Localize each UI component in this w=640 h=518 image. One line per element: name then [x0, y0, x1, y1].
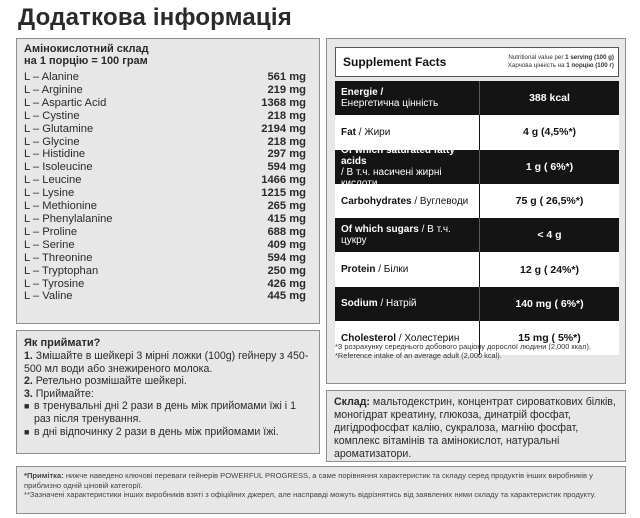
- facts-title: Supplement Facts: [343, 55, 447, 69]
- amino-value: 415 mg: [267, 212, 306, 225]
- facts-label: Cholesterol / Холестерин: [335, 321, 479, 355]
- facts-table: [335, 81, 619, 355]
- amino-name: L – Valine: [24, 290, 73, 303]
- footnote-2: **Зазначені характеристики інших виробників взяті з офіційних джерел, але насправді можуть відрізнятись від заявлених ними складу та характеристик продукту.: [24, 490, 596, 500]
- composition-panel: [326, 390, 626, 462]
- amino-name: L – Alanine: [24, 71, 79, 83]
- supplement-facts-panel: [326, 38, 626, 384]
- amino-row: [24, 239, 312, 252]
- amino-value: 250 mg: [267, 264, 306, 277]
- facts-label: Fat / Жири: [335, 115, 479, 149]
- amino-row: [24, 161, 312, 174]
- amino-row: [24, 148, 312, 161]
- page-title: Додаткова інформація: [18, 4, 292, 31]
- amino-value: 1466 mg: [261, 174, 306, 187]
- amino-value: 265 mg: [267, 200, 306, 213]
- amino-row: [24, 278, 312, 291]
- amino-name: L – Serine: [24, 238, 75, 251]
- amino-row: [24, 200, 312, 213]
- facts-value: < 4 g: [479, 218, 619, 252]
- facts-value: 12 g ( 24%*): [479, 252, 619, 286]
- amino-value: 594 mg: [267, 251, 306, 264]
- facts-row: [335, 144, 619, 184]
- amino-list: [24, 71, 312, 303]
- amino-value: 1215 mg: [261, 187, 306, 200]
- amino-acid-panel: [16, 38, 320, 324]
- amino-value: 218 mg: [267, 135, 306, 148]
- usage-step-2: 2. Ретельно розмішайте шейкері.: [24, 375, 187, 388]
- amino-name: L – Glutamine: [24, 122, 94, 135]
- amino-value: 2194 mg: [261, 122, 306, 135]
- facts-serving: Nutritional value per 1 serving (100 g) Харчова цінність на 1 порцію (100 г): [507, 54, 614, 69]
- amino-name: L – Arginine: [24, 83, 83, 96]
- amino-name: L – Histidine: [24, 148, 86, 161]
- amino-row: [24, 252, 312, 265]
- facts-label: Of which saturated fatty acids / В т.ч. насичені жирні: [335, 150, 479, 184]
- amino-name: L – Lysine: [24, 187, 75, 200]
- amino-value: 688 mg: [267, 225, 306, 238]
- facts-value: 75 g ( 26,5%*): [479, 184, 619, 218]
- facts-label: Protein / Білки: [335, 252, 479, 286]
- amino-name: L – Methionine: [24, 200, 97, 213]
- amino-name: L – Leucine: [24, 174, 82, 187]
- amino-value: 426 mg: [267, 277, 306, 290]
- amino-name: L – Tyrosine: [24, 277, 85, 290]
- footnote-panel: [16, 466, 626, 514]
- facts-row: [335, 252, 619, 286]
- amino-value: 445 mg: [267, 290, 306, 303]
- amino-row: [24, 84, 312, 97]
- facts-value: 4 g (4,5%*): [479, 115, 619, 149]
- amino-value: 561 mg: [267, 71, 306, 83]
- facts-row: [335, 218, 619, 252]
- facts-label: Of which sugars / В т.ч. цукру: [335, 218, 479, 252]
- facts-label: Sodium / Натрій: [335, 287, 479, 321]
- amino-name: L – Tryptophan: [24, 264, 99, 277]
- amino-row: [24, 110, 312, 123]
- amino-name: L – Isoleucine: [24, 161, 93, 174]
- amino-name: L – Glycine: [24, 135, 80, 148]
- amino-row: [24, 136, 312, 149]
- usage-panel: [16, 330, 320, 454]
- amino-name: L – Proline: [24, 225, 78, 238]
- amino-value: 1368 mg: [261, 96, 306, 109]
- usage-bullet-2: ■ в дні відпочинку 2 рази в день між прийомами їжі.: [24, 425, 279, 438]
- composition-text: мальтодекстрин, концентрат сироваткових білків, моногідрат креатину, глюкоза, динатрій фосфат, дигідрофосфат калію, сукралоза, магнію фосфат, комплекс вітамінів та амінокислот, натуральні ароматизатори.: [334, 396, 616, 460]
- amino-name: L – Aspartic Acid: [24, 96, 107, 109]
- amino-row: [24, 174, 312, 187]
- bullet-icon: ■: [24, 426, 30, 437]
- facts-row: [335, 287, 619, 321]
- amino-row: [24, 97, 312, 110]
- amino-row: [24, 71, 312, 84]
- facts-label: Energie / Енергетична цінність: [335, 81, 479, 115]
- amino-name: L – Phenylalanine: [24, 212, 113, 225]
- facts-value: 388 kcal: [479, 81, 619, 115]
- amino-value: 594 mg: [267, 161, 306, 174]
- facts-header: [335, 47, 619, 77]
- amino-value: 218 mg: [267, 109, 306, 122]
- amino-name: L – Cystine: [24, 109, 80, 122]
- amino-heading: Амінокислотний склад: [24, 43, 149, 55]
- amino-value: 297 mg: [267, 148, 306, 161]
- usage-title: Як приймати?: [24, 337, 101, 349]
- amino-row: [24, 123, 312, 136]
- facts-row: [335, 81, 619, 115]
- amino-subheading: на 1 порцію = 100 грам: [24, 55, 148, 67]
- facts-row: [335, 184, 619, 218]
- facts-value: 15 mg ( 5%*): [479, 321, 619, 355]
- amino-row: [24, 265, 312, 278]
- amino-value: 409 mg: [267, 238, 306, 251]
- amino-row: [24, 290, 312, 303]
- facts-value: 1 g ( 6%*): [479, 150, 619, 184]
- amino-row: [24, 187, 312, 200]
- facts-note-en: *Reference intake of an average adult (2,000 kcal).: [335, 351, 502, 360]
- amino-row: [24, 226, 312, 239]
- amino-name: L – Threonine: [24, 251, 93, 264]
- usage-bullet-1: ■ в тренувальні дні 2 рази в день між прийомами їжі і 1 раз після тренування.: [24, 400, 296, 425]
- usage-step-1: 1. Змішайте в шейкері 3 мірні ложки (100g) гейнеру з 450-500 мл води або знежиреного молока.: [24, 350, 309, 375]
- bullet-icon: ■: [24, 401, 30, 412]
- composition-label: Склад:: [334, 396, 370, 408]
- footnote-1: *Примітка: нижче наведено ключові переваги гейнерів POWERFUL PROGRESS, а саме порівняння характеристик та складу серед продуктів інших виробників у приблизно одній ціновій категорії.: [24, 471, 593, 490]
- usage-step-3: 3. Приймайте:: [24, 387, 94, 400]
- facts-label: Carbohydrates / Вуглеводи: [335, 184, 479, 218]
- facts-value: 140 mg ( 6%*): [479, 287, 619, 321]
- amino-value: 219 mg: [267, 83, 306, 96]
- amino-row: [24, 213, 312, 226]
- facts-notes: [335, 342, 621, 360]
- facts-note-ua: *З розрахунку середнього добового раціону дорослої людини (2,000 ккал).: [335, 342, 591, 351]
